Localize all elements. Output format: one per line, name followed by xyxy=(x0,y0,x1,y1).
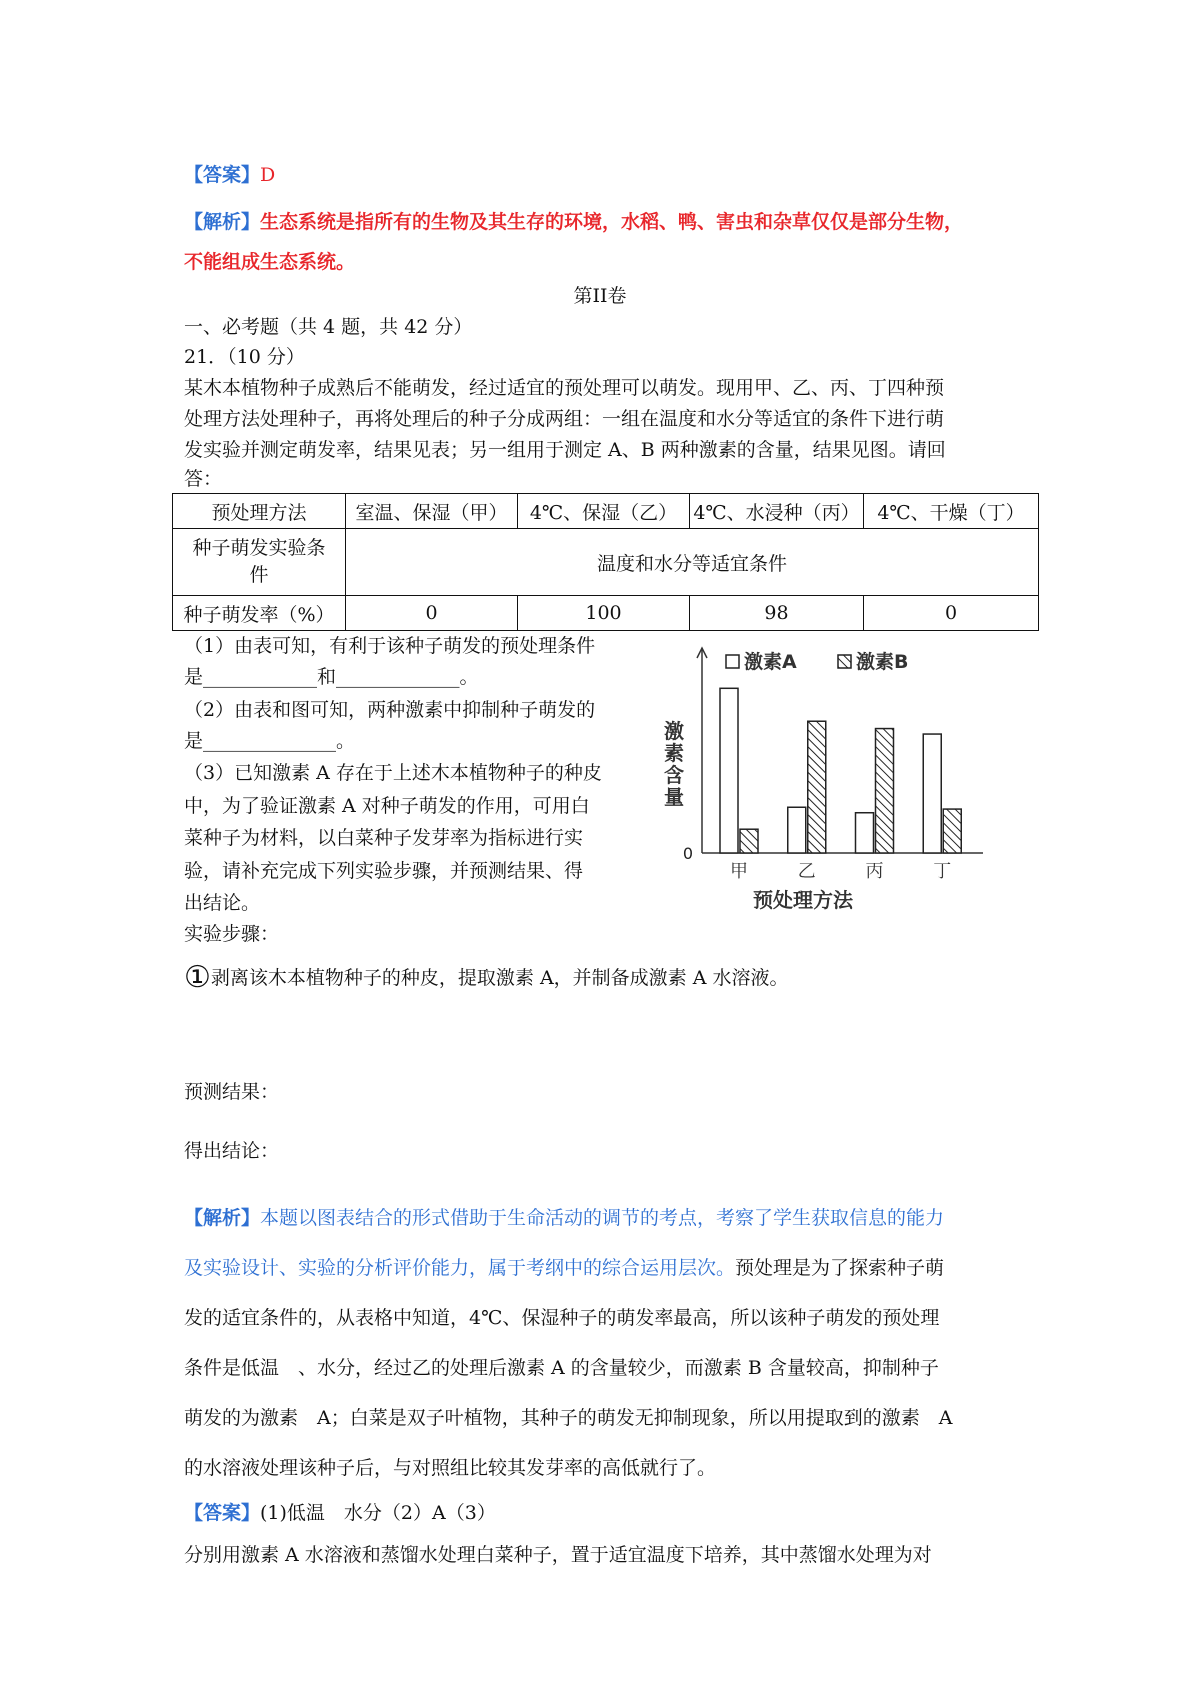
table-row xyxy=(173,529,1039,596)
analysis-label: 【解析】 xyxy=(184,211,261,233)
table-header-cell: 4℃、保湿（乙） xyxy=(518,494,690,529)
question-number: 21．（10 分） xyxy=(184,346,305,368)
analysis-main-black2: 预处理是为了探索种子萌 xyxy=(735,1257,945,1279)
volume-title: 第II卷 xyxy=(573,285,627,307)
y-axis-label-char: 含 xyxy=(664,763,684,787)
legend-swatch xyxy=(838,655,851,668)
table-row-head-line1: 种子萌发实验条 xyxy=(192,537,326,559)
analysis-main-line1 xyxy=(184,1203,944,1230)
analysis-text: 生态系统是指所有的生物及其生存的环境，水稻、鸭、害虫和杂草仅仅是部分生物， xyxy=(260,211,964,233)
x-tick-label: 丙 xyxy=(865,861,884,882)
question-stem-3: 发实验并测定萌发率，结果见表；另一组用于测定 A、B 两种激素的含量，结果见图。请回 xyxy=(184,439,946,461)
table-header-row xyxy=(173,494,1039,529)
table-header-cell: 4℃、水浸种（丙） xyxy=(690,494,864,529)
bar xyxy=(720,688,738,853)
answer-label: 【答案】 xyxy=(184,164,261,186)
answer-value: D xyxy=(260,164,276,186)
analysis-main-line6: 的水溶液处理该种子后，与对照组比较其发芽率的高低就行了。 xyxy=(184,1457,717,1479)
sub3-line3: 菜种子为材料，以白菜种子发芽率为指标进行实 xyxy=(184,827,584,849)
answer-main-label: 【答案】 xyxy=(184,1502,261,1524)
answer-main xyxy=(184,1498,496,1525)
y-axis-label-char: 素 xyxy=(664,741,684,765)
answer-top xyxy=(184,160,275,187)
table-cell: 100 xyxy=(518,596,690,631)
conclusion-label: 得出结论： xyxy=(184,1140,280,1162)
bar xyxy=(788,807,806,853)
answer-main-text: (1)低温 水分（2）A（3） xyxy=(260,1502,496,1524)
bar xyxy=(923,734,941,853)
analysis-main-line5: 萌发的为激素 A；白菜是双子叶植物，其种子的萌发无抑制现象，所以用提取到的激素 A xyxy=(184,1407,953,1429)
x-tick-label: 甲 xyxy=(730,861,748,882)
table-header-cell: 4℃、干燥（丁） xyxy=(864,494,1039,529)
question-stem-4: 答： xyxy=(184,468,223,490)
y-axis-label-char: 量 xyxy=(664,785,684,809)
step1-number: ① xyxy=(184,960,211,995)
sub2-line2: 是______________。 xyxy=(184,730,356,752)
legend-swatch xyxy=(726,655,739,668)
table-header-cell: 室温、保湿（甲） xyxy=(346,494,518,529)
table-row-head-line2: 件 xyxy=(249,564,269,586)
question-stem-2: 处理方法处理种子，再将处理后的种子分成两组：一组在温度和水分等适宜的条件下进行萌 xyxy=(184,408,945,430)
table-merged-cell: 温度和水分等适宜条件 xyxy=(346,529,1039,596)
legend-label: 激素A xyxy=(744,651,797,673)
section-title: 一、必考题（共 4 题，共 42 分） xyxy=(184,316,473,338)
x-tick-label: 乙 xyxy=(797,861,816,882)
sub3-line5: 出结论。 xyxy=(184,892,261,914)
step1-text: 剥离该木本植物种子的种皮，提取激素 A，并制备成激素 A 水溶液。 xyxy=(210,967,789,989)
chart-legend xyxy=(726,650,908,673)
x-axis-label: 预处理方法 xyxy=(753,888,853,912)
sub2-line1: （2）由表和图可知，两种激素中抑制种子萌发的 xyxy=(184,699,596,721)
x-tick-label: 丁 xyxy=(933,861,952,882)
legend-label: 激素B xyxy=(856,651,909,673)
table-cell: 98 xyxy=(690,596,864,631)
table-cell: 0 xyxy=(346,596,518,631)
bar xyxy=(740,829,758,853)
bar xyxy=(876,729,894,853)
analysis-main-line2 xyxy=(184,1253,944,1280)
analysis-top-line1 xyxy=(184,207,963,234)
table-cell: 0 xyxy=(864,596,1039,631)
y-axis-label-char: 激 xyxy=(664,719,684,743)
analysis-main-label: 【解析】 xyxy=(184,1207,261,1229)
table-row-head xyxy=(173,529,346,596)
question-stem-1: 某木本植物种子成熟后不能萌发，经过适宜的预处理可以萌发。现用甲、乙、丙、丁四种预 xyxy=(184,377,945,399)
bar xyxy=(943,809,961,853)
table-row xyxy=(173,596,1039,631)
analysis-main-blue2: 及实验设计、实验的分析评价能力，属于考纲中的综合运用层次。 xyxy=(184,1257,736,1279)
pretreatment-table xyxy=(172,493,1039,631)
sub3-line2: 中，为了验证激素 A 对种子萌发的作用，可用白 xyxy=(184,795,590,817)
analysis-main-blue1: 本题以图表结合的形式借助于生命活动的调节的考点，考察了学生获取信息的能力 xyxy=(260,1207,945,1229)
analysis-main-line3: 发的适宜条件的，从表格中知道，4℃、保湿种子的萌发率最高，所以该种子萌发的预处理 xyxy=(184,1307,940,1329)
analysis-main-line4: 条件是低温 、水分，经过乙的处理后激素 A 的含量较少，而激素 B 含量较高，抑制种子 xyxy=(184,1357,939,1379)
sub1-line1: （1）由表可知，有利于该种子萌发的预处理条件 xyxy=(184,635,596,657)
bar xyxy=(856,813,874,853)
steps-label: 实验步骤： xyxy=(184,923,280,945)
sub1-line2: 是____________和_____________。 xyxy=(184,666,479,688)
bar xyxy=(808,721,826,853)
predict-label: 预测结果： xyxy=(184,1081,280,1103)
table-header-cell: 预处理方法 xyxy=(173,494,346,529)
hormone-bar-chart xyxy=(648,630,1008,915)
origin-label: 0 xyxy=(682,844,694,863)
sub3-line4: 验，请补充完成下列实验步骤，并预测结果、得 xyxy=(184,860,584,882)
step1 xyxy=(184,960,788,995)
table-row-head: 种子萌发率（%） xyxy=(173,596,346,631)
answer-main-last-line: 分别用激素 A 水溶液和蒸馏水处理白菜种子，置于适宜温度下培养，其中蒸馏水处理为对 xyxy=(184,1544,932,1566)
sub3-line1: （3）已知激素 A 存在于上述木本植物种子的种皮 xyxy=(184,762,602,784)
chart-bars xyxy=(720,688,961,853)
analysis-top-line2: 不能组成生态系统。 xyxy=(184,251,356,273)
